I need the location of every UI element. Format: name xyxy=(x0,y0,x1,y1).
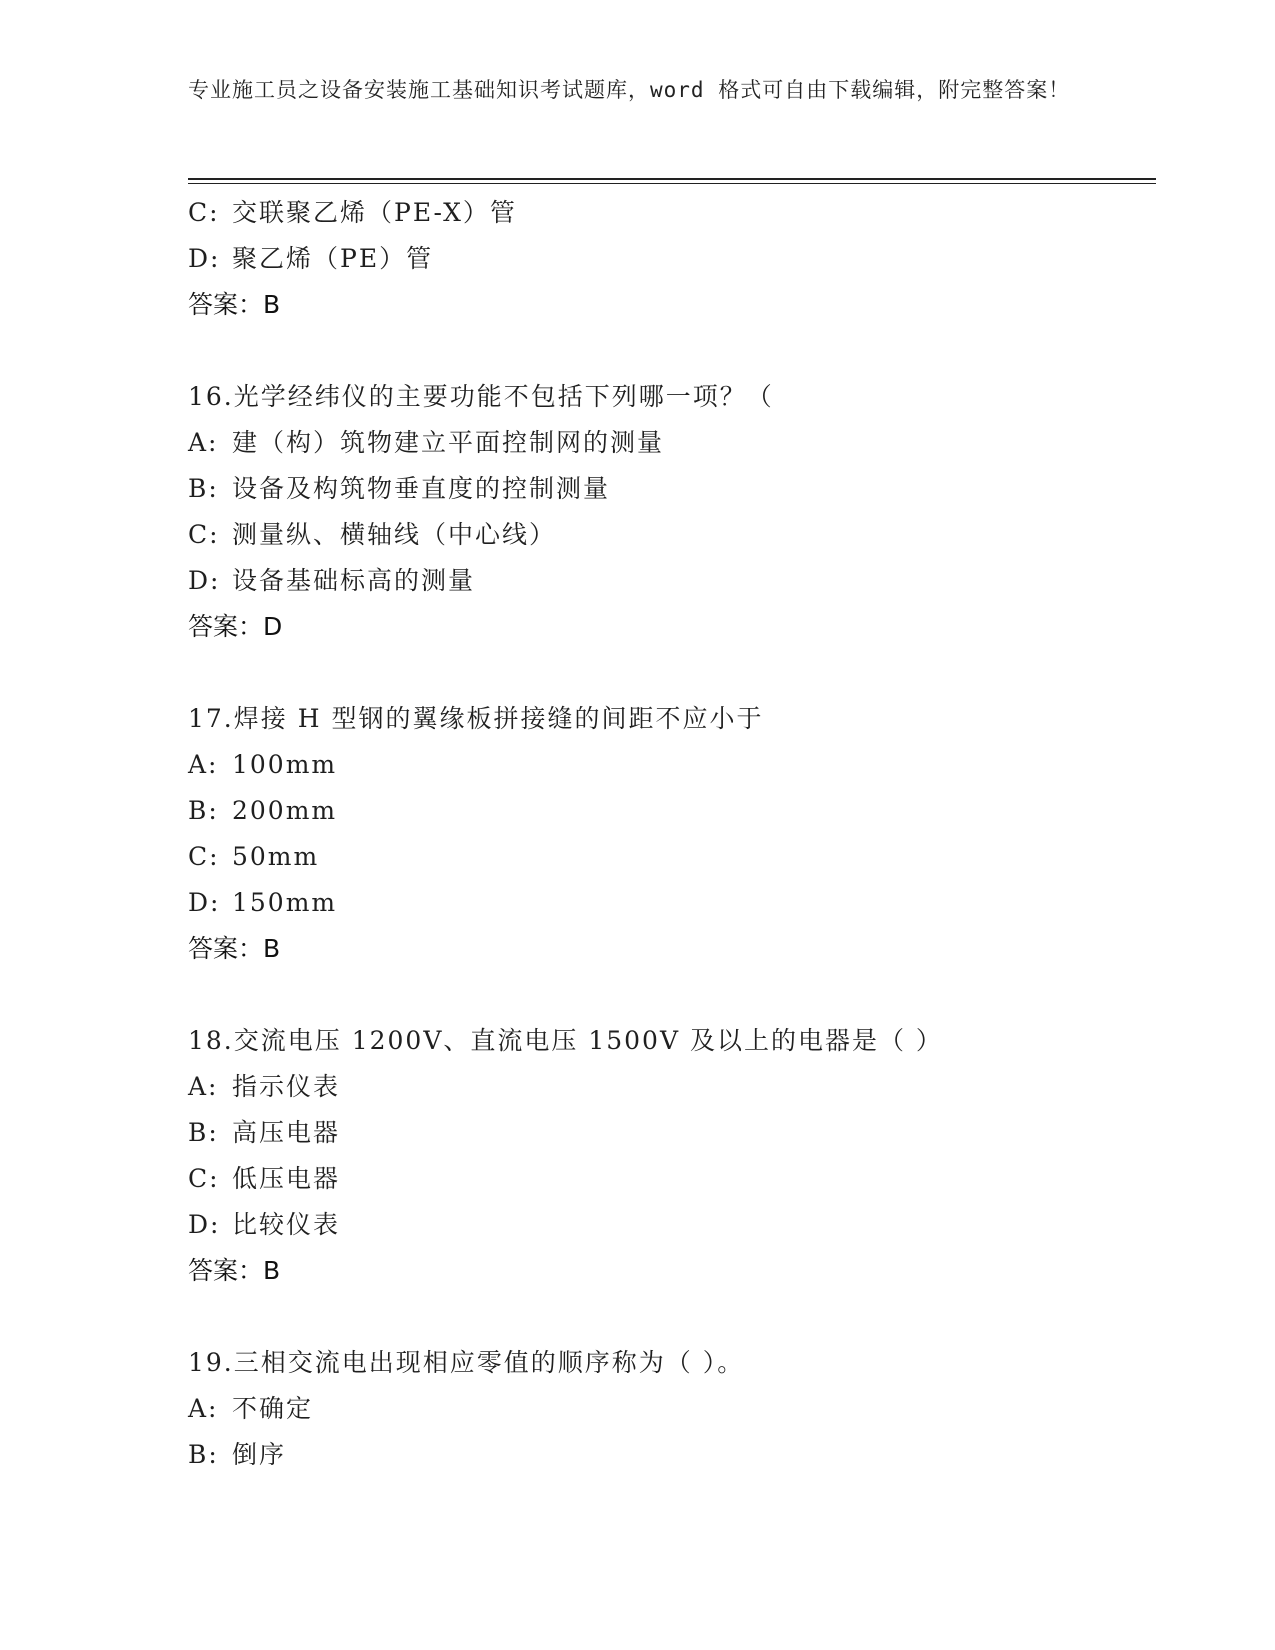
spacer xyxy=(188,1294,1148,1340)
option-b xyxy=(188,1110,1148,1156)
header-rule-thin xyxy=(188,183,1156,184)
option-letter: B: xyxy=(188,1440,219,1469)
option-letter: C: xyxy=(188,1164,220,1193)
question-stem: 17.焊接 H 型钢的翼缘板拼接缝的间距不应小于 xyxy=(188,704,764,733)
question-list xyxy=(188,190,1148,1478)
option-letter: D: xyxy=(188,566,221,595)
option-text: 交联聚乙烯（PE-X）管 xyxy=(232,198,517,227)
option-text: 设备及构筑物垂直度的控制测量 xyxy=(232,474,611,503)
option-text: 低压电器 xyxy=(232,1164,341,1193)
option-a xyxy=(188,1064,1148,1110)
option-text: 100mm xyxy=(232,750,338,779)
option-c xyxy=(188,512,1148,558)
spacer xyxy=(188,972,1148,1018)
option-letter: A: xyxy=(188,750,219,779)
document-header: 专业施工员之设备安装施工基础知识考试题库，word 格式可自由下载编辑，附完整答案！ xyxy=(188,78,1071,102)
option-text: 高压电器 xyxy=(232,1118,341,1147)
option-text: 测量纵、横轴线（中心线） xyxy=(232,520,557,549)
question-stem: 16.光学经纬仪的主要功能不包括下列哪一项？（ xyxy=(188,382,774,411)
option-text: 建（构）筑物建立平面控制网的测量 xyxy=(232,428,665,457)
question-stem: 19.三相交流电出现相应零值的顺序称为（ ）。 xyxy=(188,1348,745,1377)
option-c xyxy=(188,1156,1148,1202)
option-letter: B: xyxy=(188,796,219,825)
spacer xyxy=(188,328,1148,374)
option-b xyxy=(188,788,1148,834)
option-a xyxy=(188,1386,1148,1432)
option-letter: C: xyxy=(188,198,220,227)
question-17 xyxy=(188,696,1148,972)
option-letter: B: xyxy=(188,1118,219,1147)
question-19 xyxy=(188,1340,1148,1478)
answer-line: 答案：B xyxy=(188,290,281,319)
option-letter: C: xyxy=(188,842,220,871)
option-a xyxy=(188,420,1148,466)
option-letter: C: xyxy=(188,520,220,549)
option-c xyxy=(188,834,1148,880)
option-text: 聚乙烯（PE）管 xyxy=(232,244,434,273)
option-d xyxy=(188,880,1148,926)
option-text: 150mm xyxy=(232,888,338,917)
option-b xyxy=(188,1432,1148,1478)
question-16 xyxy=(188,374,1148,650)
option-letter: D: xyxy=(188,244,221,273)
option-d xyxy=(188,236,1148,282)
option-letter: D: xyxy=(188,888,221,917)
option-text: 设备基础标高的测量 xyxy=(232,566,476,595)
header-rule-thick xyxy=(188,178,1156,180)
option-letter: D: xyxy=(188,1210,221,1239)
option-letter: A: xyxy=(188,1072,219,1101)
answer-line: 答案：B xyxy=(188,1256,281,1285)
option-d xyxy=(188,1202,1148,1248)
option-a xyxy=(188,742,1148,788)
partial-question xyxy=(188,190,1148,328)
option-text: 指示仪表 xyxy=(232,1072,341,1101)
option-letter: A: xyxy=(188,428,219,457)
answer-line: 答案：B xyxy=(188,934,281,963)
answer-line: 答案：D xyxy=(188,612,283,641)
option-text: 不确定 xyxy=(232,1394,314,1423)
option-b xyxy=(188,466,1148,512)
question-stem: 18.交流电压 1200V、直流电压 1500V 及以上的电器是（ ） xyxy=(188,1026,943,1055)
option-text: 比较仪表 xyxy=(232,1210,341,1239)
option-text: 50mm xyxy=(232,842,320,871)
option-text: 倒序 xyxy=(232,1440,287,1469)
option-d xyxy=(188,558,1148,604)
option-text: 200mm xyxy=(232,796,338,825)
question-18 xyxy=(188,1018,1148,1294)
option-c xyxy=(188,190,1148,236)
option-letter: A: xyxy=(188,1394,219,1423)
option-letter: B: xyxy=(188,474,219,503)
spacer xyxy=(188,650,1148,696)
